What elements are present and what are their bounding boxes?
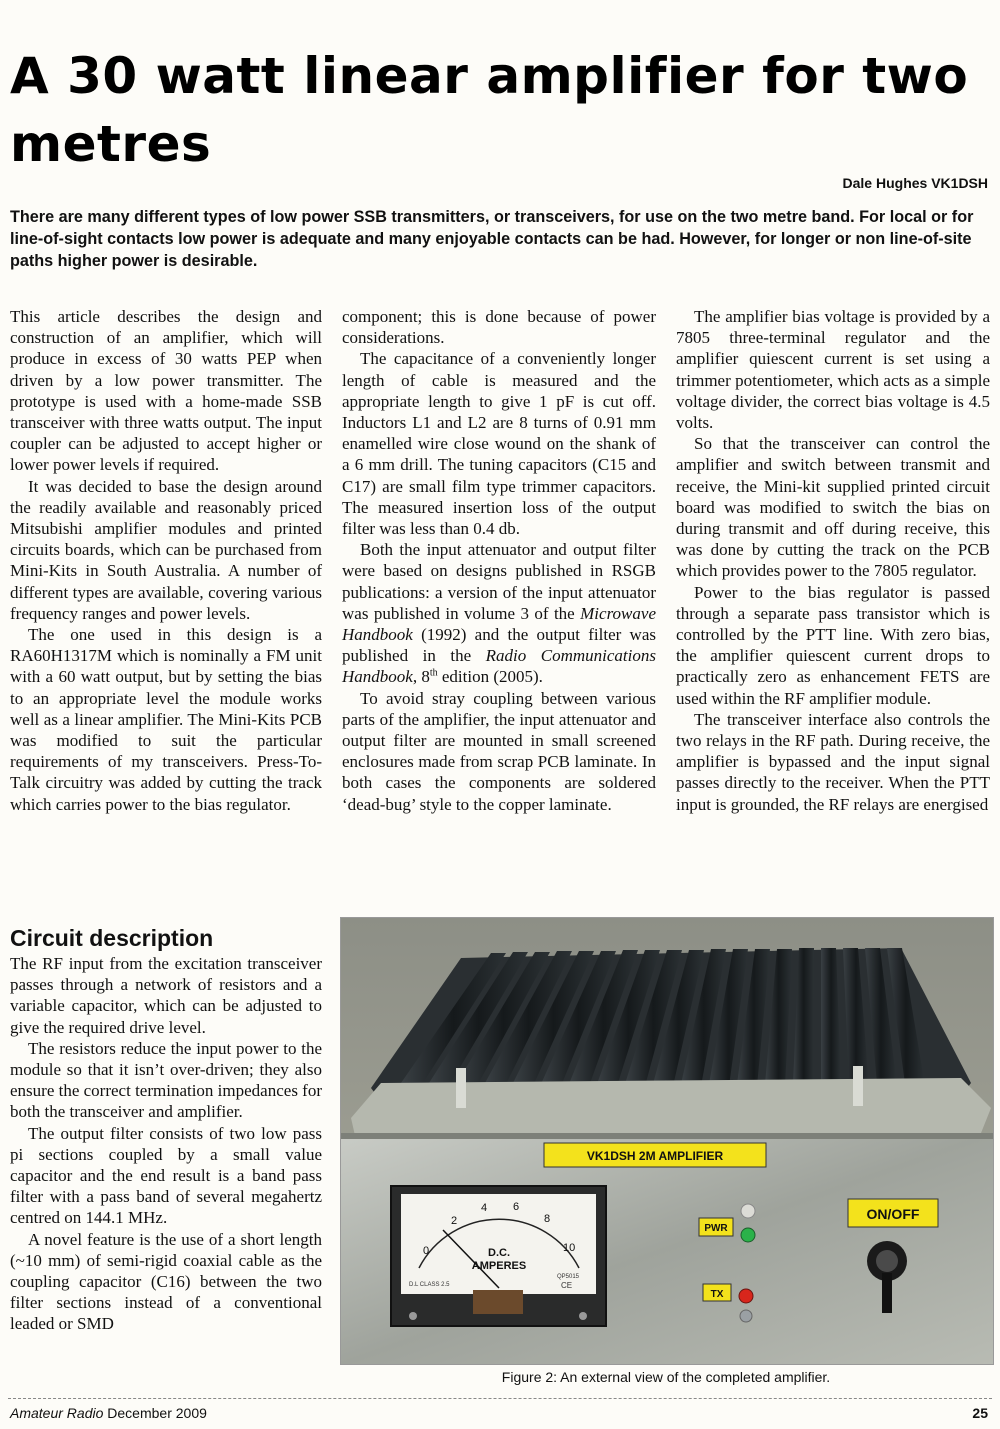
- paragraph: The resistors reduce the input power to the module so that it isn’t over-driven; they also ensure the correct termination impedances for both the transceiver and amplifier.: [10, 1038, 323, 1122]
- paragraph: component; this is done because of power considerations.: [342, 307, 656, 348]
- meter-class-text: D.L CLASS 2.5: [409, 1282, 450, 1288]
- article-standfirst: There are many different types of low power SSB transmitters, or transceivers, for use on the two metre band. For local or for line-of-sight contacts low power is adequate and many enjoyable contacts can be had. However, for longer or non line-of-site paths higher power is desirable.: [10, 208, 974, 270]
- pwr-label: PWR: [704, 1223, 728, 1234]
- meter-model-text: QP5015: [557, 1274, 580, 1280]
- scale-tick-label: 2: [451, 1215, 458, 1227]
- meter-unit-line2: AMPERES: [471, 1260, 527, 1272]
- scale-tick-label: 10: [563, 1242, 576, 1254]
- onoff-label: ON/OFF: [866, 1206, 920, 1222]
- magazine-name: Amateur Radio: [10, 1405, 104, 1421]
- paragraph: The one used in this design is a RA60H1317M which is nominally a FM unit with a 60 watt output, but by setting the bias to an appropriate level the module works well as a linear amplifier. The Mini-Kits PCB was modified to suit the particular requirements of my transceivers. Press-To-Talk circuitry was added by cutting the track which carries power to the bias regulator.: [10, 625, 322, 814]
- paragraph: The RF input from the excitation transceiver passes through a network of resistors and a variable capacitor, which can be adjusted to give the required drive level.: [10, 954, 322, 1037]
- scale-tick-label: 4: [481, 1202, 488, 1214]
- footer-rule: [8, 1398, 992, 1399]
- meter-unit-line1: D.C.: [488, 1247, 510, 1259]
- current-meter: [391, 1186, 606, 1326]
- paragraph: Power to the bias regulator is passed through a separate pass transistor which is controlled by the PTT line. With zero bias, the amplifier quiescent current drops to practically zero as enhancement FETS are used within the RF amplifier module.: [676, 582, 990, 708]
- label-plate-text: VK1DSH 2M AMPLIFIER: [586, 1149, 724, 1163]
- text-run: , 8: [412, 667, 430, 687]
- book-title: Radio Communications Handbook: [342, 646, 656, 687]
- paragraph: It was decided to base the design around the readily available and reasonably priced Mitsubishi amplifier modules and printed circuits boards, which can be purchased from Mini-Kits in South Australia. A number of different types are available, covering various frequency ranges and power levels.: [10, 476, 322, 623]
- text-run: Both the input attenuator and output filter were based on designs published in RSGB publications: a version of the input attenuator was published in volume 3 of the: [342, 540, 656, 623]
- body-column-1: [10, 306, 322, 815]
- scale-tick-label: 0: [423, 1245, 430, 1257]
- superscript: th: [429, 667, 438, 679]
- figure-photo: [340, 917, 994, 1365]
- figure-caption: Figure 2: An external view of the completed amplifier.: [501, 1369, 831, 1385]
- paragraph: The output filter consists of two low pass pi sections coupled by a small value capacitor and the end result is a band pass filter with a pass band of several megahertz centred on 144.1 MHz.: [10, 1123, 322, 1228]
- text-run: edition (2005).: [437, 667, 543, 687]
- section-heading: Circuit description: [10, 925, 214, 951]
- scale-tick-label: 6: [513, 1201, 520, 1213]
- paragraph: The capacitance of a conveniently longer length of cable is measured and the appropriate length to give 1 pF is cut off. Inductors L1 and L2 are 8 turns of 0.91 mm enamelled wire close wound on the shank of a 6 mm drill. The tuning capacitors (C15 and C17) are small film type trimmer capacitors. The measured insertion loss of the output filter was less than 0.4 db.: [342, 349, 656, 539]
- author-byline: Dale Hughes VK1DSH: [842, 175, 988, 191]
- paragraph: So that the transceiver can control the amplifier and switch between transmit and receive, the Mini-kit supplied printed circuit board was modified to switch the bias on during transmit and off during receive, this was done by cutting the track on the PCB which provides power to the 7805 regulator.: [676, 434, 990, 581]
- paragraph: This article describes the design and construction of an amplifier, which will produce in excess of 30 watts PEP when driven by a low power transmitter. The prototype is used with a home-made SSB transceiver with three watts output. The input coupler can be adjusted to accept higher or lower power levels if required.: [10, 307, 322, 475]
- article-title: A 30 watt linear amplifier for two metres: [10, 47, 969, 173]
- page-number: 25: [972, 1405, 988, 1421]
- footer-publication: [10, 1405, 207, 1421]
- paragraph: To avoid stray coupling between various parts of the amplifier, the input attenuator and output filter are mounted in small screened enclosures made from scrap PCB laminate. In both cases the components are soldered ‘dead-bug’ style to the copper laminate.: [342, 688, 656, 814]
- body-column-3: [676, 306, 990, 815]
- tx-label: TX: [710, 1289, 724, 1300]
- body-column-2: [342, 306, 656, 815]
- body-column-4: [10, 925, 322, 1335]
- scale-tick-label: 8: [544, 1213, 551, 1225]
- label-plate: [544, 1143, 766, 1167]
- paragraph: The amplifier bias voltage is provided by a 7805 three-terminal regulator and the amplifier quiescent current is set using a trimmer potentiometer, which acts as a simple voltage divider, the correct bias voltage is 4.5 volts.: [676, 307, 990, 433]
- meter-ce-mark: CE: [561, 1281, 573, 1290]
- paragraph: [342, 539, 656, 687]
- paragraph: The transceiver interface also controls the two relays in the RF path. During receive, the amplifier is bypassed and the input signal passes directly to the receiver. When the PTT input is grounded, the RF relays are energised: [676, 709, 990, 814]
- paragraph: A novel feature is the use of a short length (~10 mm) of semi-rigid coaxial cable as the coupling capacitor (C16) between the two filter sections instead of a conventional leaded or SMD: [10, 1229, 322, 1334]
- text-run: (1992) and the output filter was published in the: [342, 625, 656, 666]
- book-title: Microwave Handbook: [342, 603, 656, 645]
- issue-date: December 2009: [103, 1405, 207, 1421]
- amplifier-photo: [341, 918, 993, 1364]
